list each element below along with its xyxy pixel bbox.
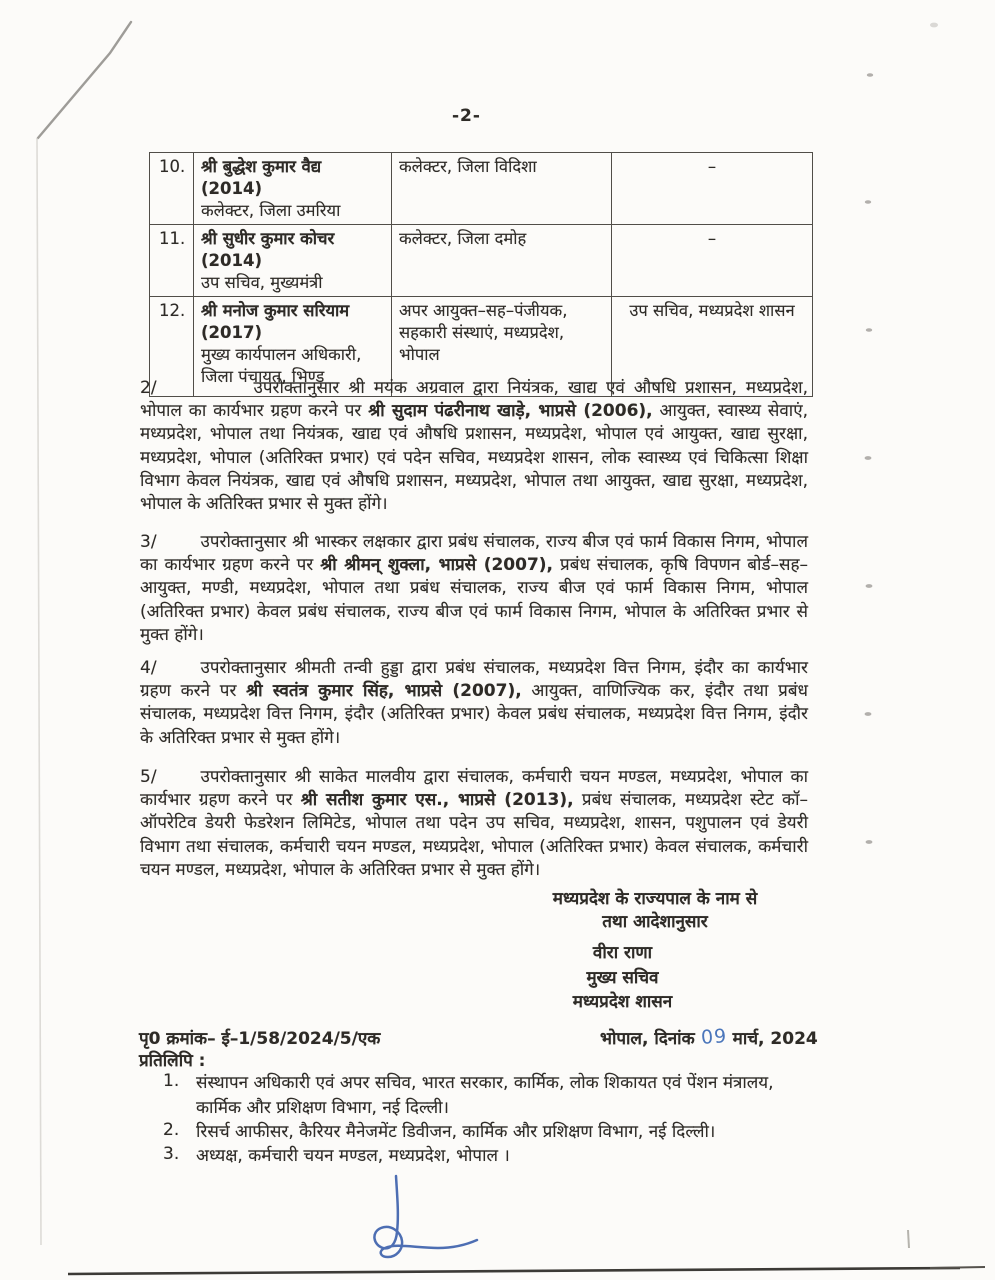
place-date-suffix: मार्च, 2024 <box>726 1029 818 1049</box>
copy-to-label: प्रतिलिपि : <box>139 1051 206 1071</box>
paragraph-number: 5/ <box>140 767 157 787</box>
officer-name: श्री सुधीर कुमार कोचर (2014) <box>201 229 335 270</box>
paragraph-3 <box>140 531 808 647</box>
handwritten-date: 09 <box>699 1025 728 1049</box>
paragraph-text: उपरोक्तानुसार श्री साकेत मालवीय द्वारा संचालक, कर्मचारी चयन मण्डल, मध्यप्रदेश, भोपाल का कार्यभार ग्रहण करने पर <box>140 767 808 811</box>
officer-name-bold: श्री श्रीमन् शुक्ला, भाप्रसे (2007), <box>320 555 554 576</box>
paragraph-text: प्रबंध संचालक, कृषि विपणन बोर्ड–सह–आयुक्त, मण्डी, मध्यप्रदेश, भोपाल तथा प्रबंध संचालक, राज्य बीज एवं फार्म विकास निगम, भोपाल (अतिरिक्त प्रभार) केवल प्रबंध संचालक, राज्य बीज एवं फार्म विकास निगम, भोपाल के अतिरिक्त प्रभार से मुक्त होंगे। <box>140 555 808 645</box>
signatory-name: वीरा राणा <box>592 943 653 963</box>
paragraph-text: आयुक्त, वाणिज्यिक कर, इंदौर तथा प्रबंध संचालक, मध्यप्रदेश वित्त निगम, इंदौर (अतिरिक्त प्रभार) केवल प्रबंध संचालक, मध्यप्रदेश वित्त निगम, इंदौर के अतिरिक्त प्रभार से मुक्त होंगे। <box>140 681 809 748</box>
signatory-org: मध्यप्रदेश शासन <box>572 992 673 1012</box>
extra-charge-cell: – <box>612 225 813 297</box>
authority-line-1: मध्यप्रदेश के राज्यपाल के नाम से <box>552 889 758 909</box>
officer-current-post: उप सचिव, मुख्यमंत्री <box>201 273 323 292</box>
place-date-line <box>600 1026 818 1049</box>
copy-item-number: 2. <box>163 1120 180 1140</box>
place-date-prefix: भोपाल, दिनांक <box>600 1029 701 1049</box>
table-row <box>150 225 813 297</box>
copy-item-text: संस्थापन अधिकारी एवं अपर सचिव, भारत सरकार, कार्मिक, लोक शिकायत एवं पेंशन मंत्रालय, कार्मिक और प्रशिक्षण विभाग, नई दिल्ली। <box>196 1073 774 1118</box>
officer-name-bold: श्री सुदाम पंढरीनाथ खाड़े, भाप्रसे (2006), <box>368 401 653 422</box>
copy-item-text: अध्यक्ष, कर्मचारी चयन मण्डल, मध्यप्रदेश, भोपाल । <box>196 1146 510 1166</box>
page-edge-tick <box>908 1230 909 1248</box>
copy-item-number: 1. <box>163 1071 180 1091</box>
officer-cell <box>194 225 392 297</box>
officer-cell <box>194 153 392 225</box>
copy-item-text: रिसर्च आफीसर, कैरियर मैनेजमेंट डिवीजन, कार्मिक और प्रशिक्षण विभाग, नई दिल्ली। <box>196 1122 716 1142</box>
signatory-designation: मुख्य सचिव <box>586 967 659 988</box>
paragraph-text: उपरोक्तानुसार श्री मयंक अग्रवाल द्वारा नियंत्रक, खाद्य एवं औषधि प्रशासन, मध्यप्रदेश, भोपाल का कार्यभार ग्रहण करने पर <box>140 378 808 422</box>
table-row <box>150 153 813 225</box>
transfer-table <box>149 152 813 397</box>
officer-current-post: मुख्य कार्यपालन अधिकारी, जिला पंचायत, भिण्ड <box>201 345 362 386</box>
paragraph-text: उपरोक्तानुसार श्री भास्कर लक्षकार द्वारा प्रबंध संचालक, राज्य बीज एवं फार्म विकास निगम, भोपाल का कार्यभार ग्रहण करने पर <box>140 532 808 576</box>
ref-number: पृ0 क्रमांक– ई–1/58/2024/5/एक <box>139 1029 381 1049</box>
officer-current-post: कलेक्टर, जिला उमरिया <box>201 201 341 220</box>
paragraph-text: उपरोक्तानुसार श्रीमती तन्वी हुड्डा द्वारा प्रबंध संचालक, मध्यप्रदेश वित्त निगम, इंदौर का कार्यभार ग्रहण करने पर <box>140 658 808 702</box>
paragraph-text: आयुक्त, स्वास्थ्य सेवाएं, मध्यप्रदेश, भोपाल तथा नियंत्रक, खाद्य एवं औषधि प्रशासन, मध्यप्रदेश, भोपाल एवं आयुक्त, खाद्य सुरक्षा, मध्यप्रदेश, भोपाल (अतिरिक्त प्रभार) एवं पदेन सचिव, मध्यप्रदेश शासन, लोक स्वास्थ्य एवं चिकित्सा शिक्षा विभाग केवल नियंत्रक, खाद्य एवं औषधि प्रशासन, मध्यप्रदेश, भोपाल तथा आयुक्त, खाद्य सुरक्षा, मध्यप्रदेश, भोपाल के अतिरिक्त प्रभार से मुक्त होंगे। <box>140 401 809 515</box>
page-left-edge-line <box>37 138 41 1245</box>
officer-name-bold: श्री सतीश कुमार एस., भाप्रसे (2013), <box>300 790 574 811</box>
paragraph-5 <box>140 766 808 882</box>
signatory-block <box>475 941 770 1015</box>
new-posting-cell: कलेक्टर, जिला विदिशा <box>392 153 612 225</box>
page-bottom-edge <box>68 1268 960 1274</box>
extra-charge-cell: – <box>612 153 813 225</box>
serial-cell: 10. <box>150 153 194 225</box>
serial-cell: 12. <box>150 297 194 397</box>
new-posting-cell: अपर आयुक्त–सह–पंजीयक, सहकारी संस्थाएं, मध्यप्रदेश, भोपाल <box>392 297 612 397</box>
copy-item-number: 3. <box>163 1144 180 1164</box>
serial-cell: 11. <box>150 225 194 297</box>
page-bottom-edge-right <box>930 1267 985 1268</box>
paragraph-number: 4/ <box>140 658 157 678</box>
paragraph-4 <box>140 657 808 750</box>
margin-specks <box>865 23 938 844</box>
page-number: -2- <box>452 106 481 126</box>
paragraph-number: 3/ <box>140 532 157 552</box>
officer-name: श्री मनोज कुमार सरियाम (2017) <box>201 301 350 342</box>
extra-charge-cell: उप सचिव, मध्यप्रदेश शासन <box>612 297 813 397</box>
signature-ink <box>374 1176 477 1257</box>
officer-name: श्री बुद्धेश कुमार वैद्य (2014) <box>201 157 322 198</box>
paragraph-2 <box>140 377 808 516</box>
officer-name-bold: श्री स्वतंत्र कुमार सिंह, भाप्रसे (2007), <box>246 681 522 702</box>
authority-lines <box>460 888 850 934</box>
crease-line <box>38 22 131 138</box>
paragraph-number: 2/ <box>140 378 157 398</box>
paragraph-text: प्रबंध संचालक, मध्यप्रदेश स्टेट कॉ–ऑपरेटिव डेयरी फेडरेशन लिमिटेड, भोपाल तथा पदेन उप सचिव, मध्यप्रदेश, शासन, पशुपालन एवं डेयरी विभाग तथा संचालक, कर्मचारी चयन मण्डल, मध्यप्रदेश, भोपाल (अतिरिक्त प्रभार) केवल संचालक, कर्मचारी चयन मण्डल, मध्यप्रदेश, भोपाल के अतिरिक्त प्रभार से मुक्त होंगे। <box>140 790 808 880</box>
authority-line-2: तथा आदेशानुसार <box>602 912 708 932</box>
new-posting-cell: कलेक्टर, जिला दमोह <box>392 225 612 297</box>
